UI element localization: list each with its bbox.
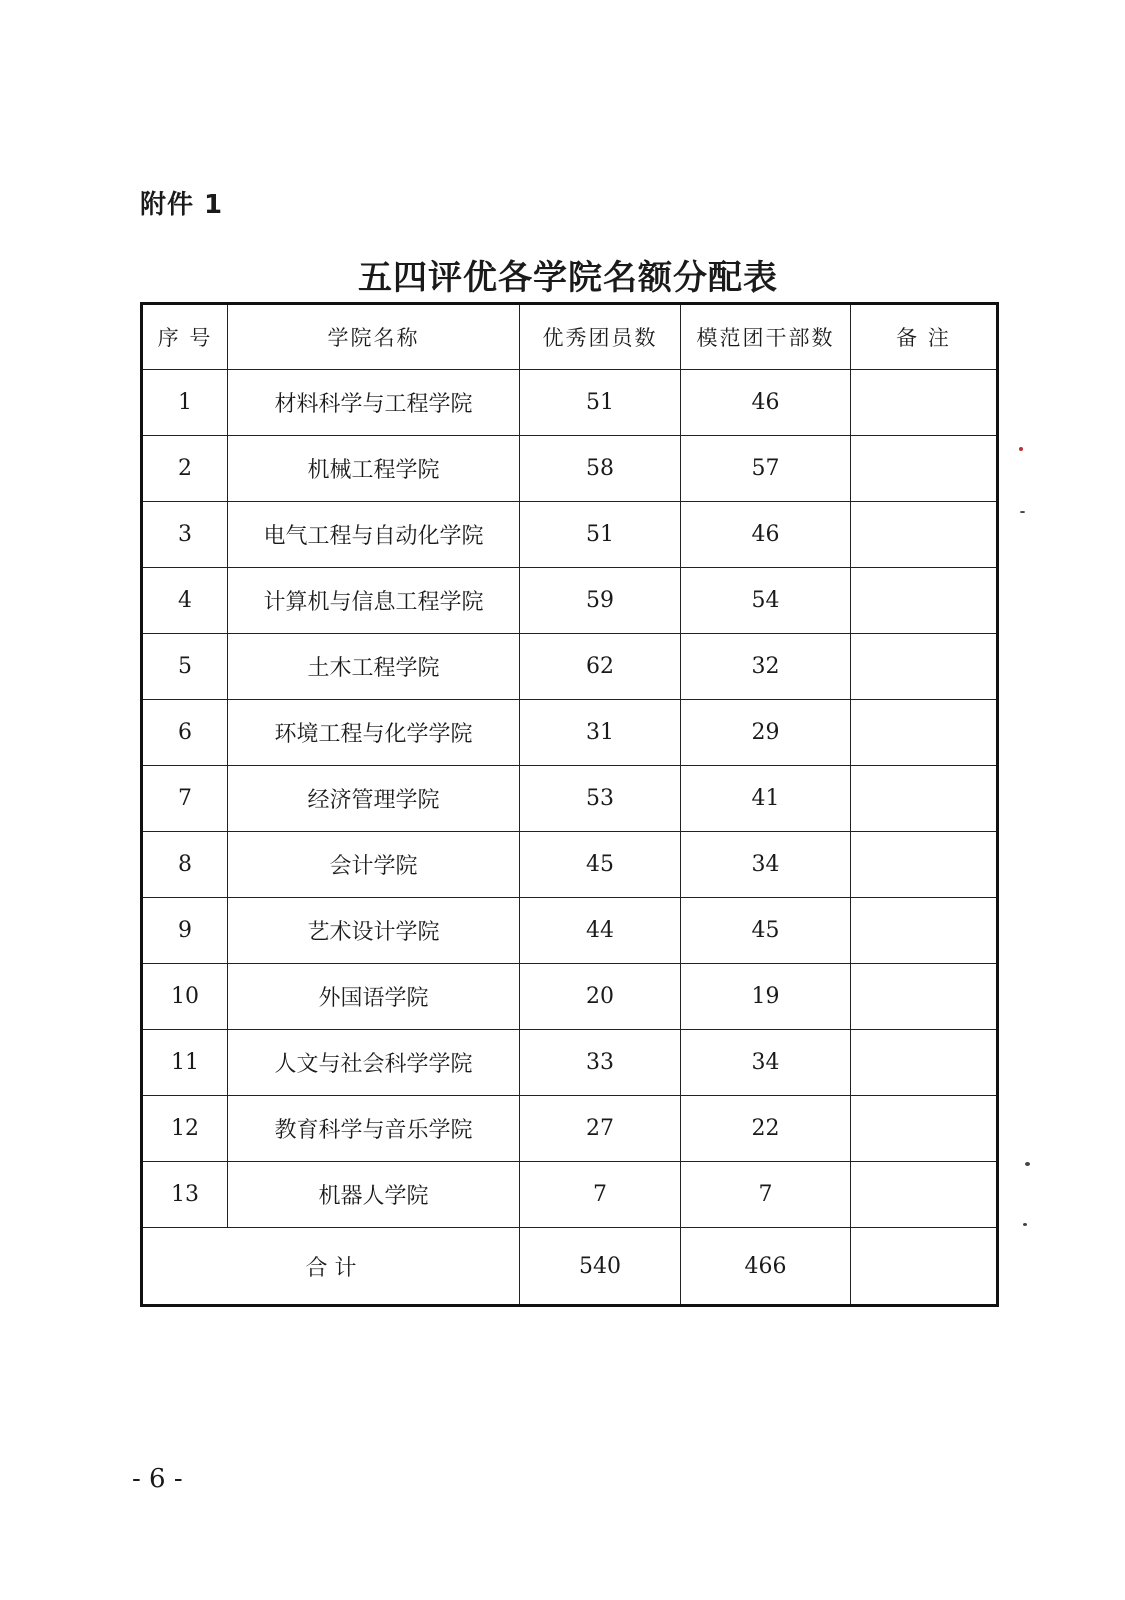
- cell-index: 9: [142, 898, 228, 964]
- cell-remarks: [851, 964, 998, 1030]
- cell-model-cadres: 29: [681, 700, 851, 766]
- cell-model-cadres: 45: [681, 898, 851, 964]
- cell-index: 3: [142, 502, 228, 568]
- cell-college: 电气工程与自动化学院: [228, 502, 520, 568]
- table-body: [142, 370, 998, 1306]
- cell-college: 材料科学与工程学院: [228, 370, 520, 436]
- total-label: 合 计: [142, 1228, 520, 1306]
- cell-index: 13: [142, 1162, 228, 1228]
- table-row: [142, 1096, 998, 1162]
- cell-model-cadres: 22: [681, 1096, 851, 1162]
- cell-remarks: [851, 568, 998, 634]
- cell-model-cadres: 7: [681, 1162, 851, 1228]
- cell-outstanding-members: 20: [520, 964, 681, 1030]
- cell-college: 经济管理学院: [228, 766, 520, 832]
- cell-remarks: [851, 370, 998, 436]
- header-outstanding-members: 优秀团员数: [520, 304, 681, 370]
- cell-index: 1: [142, 370, 228, 436]
- cell-college: 教育科学与音乐学院: [228, 1096, 520, 1162]
- table-row: [142, 964, 998, 1030]
- cell-index: 2: [142, 436, 228, 502]
- total-outstanding-members: 540: [520, 1228, 681, 1306]
- cell-remarks: [851, 634, 998, 700]
- cell-outstanding-members: 53: [520, 766, 681, 832]
- cell-outstanding-members: 51: [520, 502, 681, 568]
- cell-remarks: [851, 502, 998, 568]
- cell-outstanding-members: 31: [520, 700, 681, 766]
- cell-outstanding-members: 62: [520, 634, 681, 700]
- cell-outstanding-members: 27: [520, 1096, 681, 1162]
- cell-college: 人文与社会科学学院: [228, 1030, 520, 1096]
- cell-index: 8: [142, 832, 228, 898]
- table-row: [142, 436, 998, 502]
- cell-outstanding-members: 58: [520, 436, 681, 502]
- cell-college: 会计学院: [228, 832, 520, 898]
- cell-outstanding-members: 51: [520, 370, 681, 436]
- cell-model-cadres: 19: [681, 964, 851, 1030]
- cell-college: 计算机与信息工程学院: [228, 568, 520, 634]
- quota-table: [140, 302, 999, 1307]
- cell-college: 机器人学院: [228, 1162, 520, 1228]
- cell-model-cadres: 34: [681, 832, 851, 898]
- cell-outstanding-members: 33: [520, 1030, 681, 1096]
- cell-index: 6: [142, 700, 228, 766]
- scan-speck: [1020, 511, 1025, 513]
- cell-remarks: [851, 766, 998, 832]
- cell-outstanding-members: 59: [520, 568, 681, 634]
- cell-model-cadres: 41: [681, 766, 851, 832]
- cell-model-cadres: 54: [681, 568, 851, 634]
- cell-index: 4: [142, 568, 228, 634]
- scan-speck: [1019, 447, 1023, 451]
- cell-college: 环境工程与化学学院: [228, 700, 520, 766]
- cell-remarks: [851, 1162, 998, 1228]
- table-row: [142, 766, 998, 832]
- cell-remarks: [851, 832, 998, 898]
- cell-model-cadres: 34: [681, 1030, 851, 1096]
- table-row: [142, 568, 998, 634]
- total-model-cadres: 466: [681, 1228, 851, 1306]
- cell-model-cadres: 46: [681, 502, 851, 568]
- cell-model-cadres: 57: [681, 436, 851, 502]
- cell-remarks: [851, 1030, 998, 1096]
- table-row: [142, 898, 998, 964]
- cell-college: 机械工程学院: [228, 436, 520, 502]
- header-index: 序 号: [142, 304, 228, 370]
- page-number: - 6 -: [132, 1464, 183, 1494]
- cell-index: 12: [142, 1096, 228, 1162]
- cell-model-cadres: 32: [681, 634, 851, 700]
- cell-college: 外国语学院: [228, 964, 520, 1030]
- header-remarks: 备 注: [851, 304, 998, 370]
- cell-index: 11: [142, 1030, 228, 1096]
- table-row: [142, 700, 998, 766]
- table-row: [142, 1162, 998, 1228]
- cell-index: 7: [142, 766, 228, 832]
- table-row: [142, 1030, 998, 1096]
- cell-index: 5: [142, 634, 228, 700]
- cell-college: 艺术设计学院: [228, 898, 520, 964]
- header-college: 学院名称: [228, 304, 520, 370]
- table-header-row: [142, 304, 998, 370]
- table-row: [142, 832, 998, 898]
- total-row: [142, 1228, 998, 1306]
- document-title: 五四评优各学院名额分配表: [358, 258, 778, 298]
- cell-index: 10: [142, 964, 228, 1030]
- cell-outstanding-members: 7: [520, 1162, 681, 1228]
- header-model-cadres: 模范团干部数: [681, 304, 851, 370]
- cell-model-cadres: 46: [681, 370, 851, 436]
- table-row: [142, 370, 998, 436]
- scan-speck: [1025, 1162, 1030, 1166]
- cell-remarks: [851, 898, 998, 964]
- cell-remarks: [851, 1096, 998, 1162]
- cell-remarks: [851, 700, 998, 766]
- cell-outstanding-members: 44: [520, 898, 681, 964]
- cell-outstanding-members: 45: [520, 832, 681, 898]
- table-row: [142, 502, 998, 568]
- cell-college: 土木工程学院: [228, 634, 520, 700]
- total-remarks: [851, 1228, 998, 1306]
- attachment-label: 附件 1: [140, 190, 224, 220]
- table-row: [142, 634, 998, 700]
- scan-speck: [1023, 1223, 1027, 1226]
- cell-remarks: [851, 436, 998, 502]
